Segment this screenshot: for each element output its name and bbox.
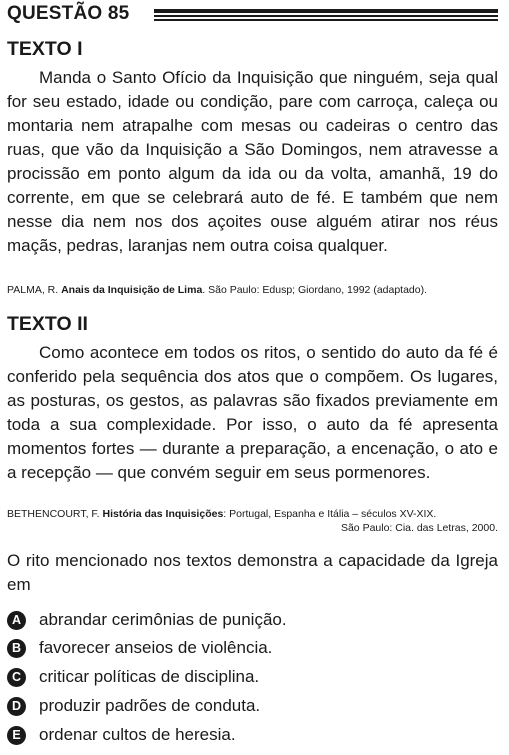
option-a-text: abrandar cerimônias de punição. [39, 610, 287, 629]
option-d-text: produzir padrões de conduta. [39, 696, 261, 715]
question-header [7, 3, 498, 27]
option-b[interactable] [7, 637, 272, 659]
texto2-citation-line2: São Paulo: Cia. das Letras, 2000. [340, 522, 498, 534]
citation-details: : Portugal, Espanha e Itália – séculos XV-XIX. [223, 508, 437, 520]
option-e[interactable] [7, 724, 236, 746]
option-d[interactable] [7, 695, 260, 717]
option-a-badge: A [7, 611, 26, 630]
option-c[interactable] [7, 666, 259, 688]
question-title: QUESTÃO 85 [7, 3, 130, 24]
texto2-title: TEXTO II [7, 313, 88, 335]
citation-author: BETHENCOURT, F. [7, 508, 100, 520]
option-d-badge: D [7, 697, 26, 716]
option-b-badge: B [7, 639, 26, 658]
texto1-body: Manda o Santo Ofício da Inquisição que ninguém, seja qual for seu estado, idade ou condição, pare com carroça, caleça ou montaria nem atrapalhe com mesas ou cadeiras o centro das ruas, que vão da Inquisição a São Domingos, nem atravesse a procissão em ponto algum da ida ou da volta, amanhã, 19 do corrente, em que se celebrará auto de fé. E também que nem nesse dia nem nos dos açoites ouse alguém atirar nos réus maçãs, pedras, laranjas nem outra coisa qualquer. [7, 68, 498, 255]
texto1-title: TEXTO I [7, 38, 83, 60]
citation-details: . São Paulo: Edusp; Giordano, 1992 (adaptado). [202, 284, 428, 296]
texto2-citation [7, 507, 498, 521]
option-e-badge: E [7, 726, 26, 745]
option-c-text: criticar políticas de disciplina. [39, 667, 260, 686]
texto2-body: Como acontece em todos os ritos, o sentido do auto da fé é conferido pela sequência dos atos que o compõem. Os lugares, as posturas, os gestos, as palavras são fixados previamente em toda a sua complexidade. Por isso, o auto da fé apresenta momentos fortes — durante a preparação, a encenação, o ato e a recepção — que convém seguir em seus pormenores. [7, 343, 498, 482]
option-a[interactable] [7, 609, 287, 631]
header-rule [154, 9, 498, 21]
citation-work: Anais da Inquisição de Lima [61, 284, 203, 296]
option-c-badge: C [7, 668, 26, 687]
texto1-citation [7, 283, 498, 297]
citation-author: PALMA, R. [7, 284, 59, 296]
citation-work: História das Inquisições [102, 508, 224, 520]
question-stem: O rito mencionado nos textos demonstra a capacidade da Igreja em [7, 551, 498, 594]
option-b-text: favorecer anseios de violência. [39, 638, 273, 657]
option-e-text: ordenar cultos de heresia. [39, 725, 236, 744]
